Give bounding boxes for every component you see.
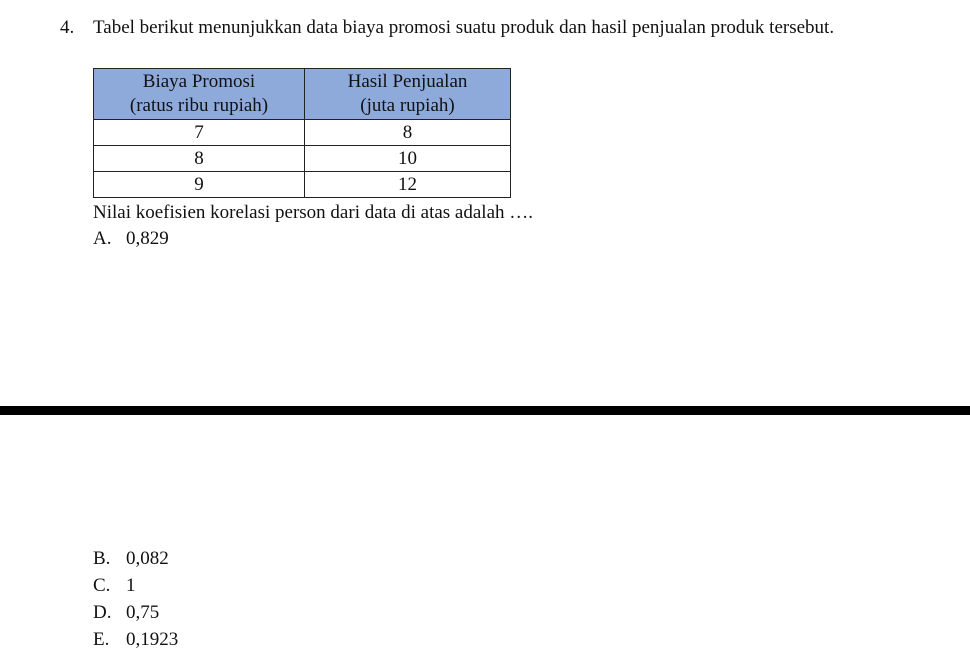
table-cell: 10 [305,146,511,172]
table-row [94,120,511,146]
table-header-hasil-penjualan [305,69,511,120]
header-line: Biaya Promosi [142,71,256,92]
table-row [94,146,511,172]
question-stem: Tabel berikut menunjukkan data biaya promosi suatu produk dan hasil penjualan produk tersebut. [93,17,835,38]
answer-option-d[interactable] [93,601,159,625]
option-letter: A. [93,228,112,249]
answer-option-a[interactable] [93,227,169,251]
header-line: (ratus ribu rupiah) [129,95,269,116]
table-header-row [94,69,511,120]
table-cell: 8 [94,146,305,172]
answer-option-b[interactable] [93,547,169,571]
header-line: Hasil Penjualan [347,71,468,92]
option-value: 0,1923 [126,629,179,650]
page-divider [0,406,970,415]
option-value: 0,829 [126,228,169,249]
question-number: 4. [60,17,75,38]
data-table [93,68,511,198]
answer-option-c[interactable] [93,574,136,598]
option-letter: D. [93,602,112,623]
option-value: 0,75 [126,602,160,623]
option-letter: B. [93,548,111,569]
option-value: 1 [126,575,136,596]
option-value: 0,082 [126,548,169,569]
answer-option-e[interactable] [93,628,178,652]
table-row [94,172,511,198]
table-cell: 7 [94,120,305,146]
table-header-biaya-promosi [94,69,305,120]
table-cell: 8 [305,120,511,146]
table-cell: 12 [305,172,511,198]
table-cell: 9 [94,172,305,198]
header-line: (juta rupiah) [360,95,455,116]
option-letter: C. [93,575,111,596]
option-letter: E. [93,629,110,650]
question-prompt: Nilai koefisien korelasi person dari data di atas adalah …. [93,202,534,223]
